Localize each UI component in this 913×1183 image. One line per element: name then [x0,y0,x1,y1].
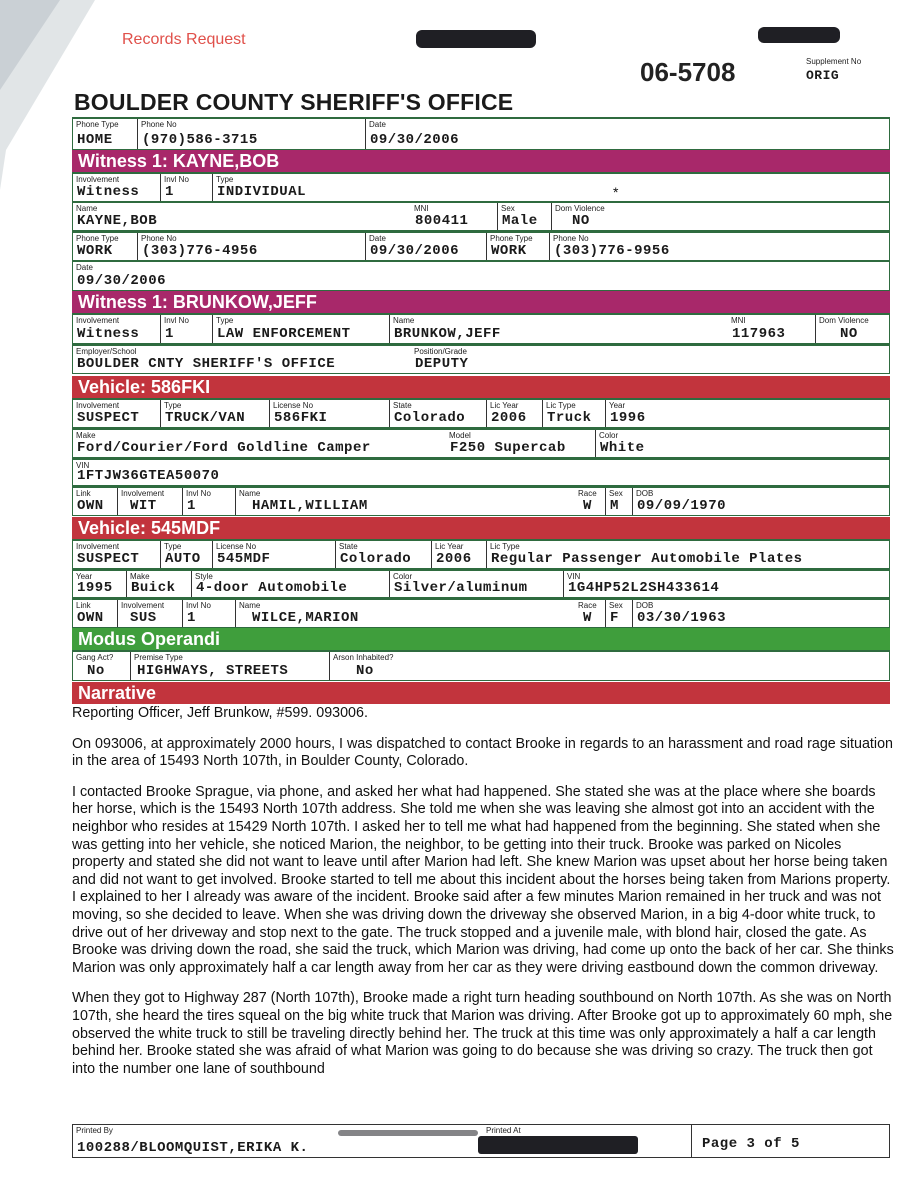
label: Date [369,120,386,129]
label: Phone No [141,234,177,243]
label: Invl No [186,489,211,498]
records-request-stamp [122,31,246,49]
dv-value: NO [572,213,590,229]
vin-value: 1G4HP52L2SH433614 [568,580,720,596]
label: Phone Type [76,120,119,129]
involvement-value: Witness [77,326,140,342]
label: State [393,401,412,410]
lic-year-value: 2006 [491,410,527,426]
link-value: OWN [77,498,104,514]
label: Printed By [76,1126,113,1135]
vehicle-545mdf-row1 [72,539,890,569]
label: DOB [636,601,654,610]
top-phone-row [72,117,890,150]
vehicle-586fki-row4 [72,486,890,516]
year-value: 1996 [610,410,646,426]
invl-no-value: 1 [187,498,196,514]
style-value: 4-door Automobile [196,580,348,596]
narrative-header: Narrative [72,682,890,704]
records-request-text: Records Request [122,31,246,48]
vehicle-586fki-row2 [72,428,890,458]
year-value: 1995 [77,580,113,596]
label: Race [578,601,597,610]
witness-brunkow-row2 [72,344,890,374]
label: Involvement [121,489,165,498]
make-value: Buick [131,580,176,596]
label: Invl No [186,601,211,610]
witness-brunkow-header: Witness 1: BRUNKOW,JEFF [72,291,890,313]
label: Date [369,234,386,243]
label: Make [130,572,150,581]
modus-operandi-row [72,650,890,681]
phone-no-value: (303)776-4956 [142,243,258,259]
license-value: 545MDF [217,551,271,567]
witness-kayne-row4 [72,261,890,291]
type-value: INDIVIDUAL [217,184,307,200]
label: State [339,542,358,551]
label: Name [239,601,261,610]
label: Arson Inhabited? [333,653,394,662]
label: Sex [609,489,623,498]
label: Type [164,542,182,551]
vehicle-545mdf-row2 [72,569,890,598]
involvement-value: SUSPECT [77,551,140,567]
redaction-top-right [758,27,840,43]
agency-title: BOULDER COUNTY SHERIFF'S OFFICE [74,89,514,115]
supplement-label: Supplement No [806,57,862,66]
label: Name [239,489,261,498]
label: Phone Type [76,234,119,243]
narrative-body [72,705,897,1091]
type-value: AUTO [165,551,201,567]
invl-no-value: 1 [187,610,196,626]
label: Lic Year [490,401,519,410]
model-value: F250 Supercab [450,440,566,456]
mni-value: 117963 [732,326,786,342]
label: Lic Year [435,542,464,551]
vehicle-586fki-row3 [72,458,890,486]
license-value: 586FKI [274,410,328,426]
color-value: Silver/aluminum [394,580,528,596]
label: Lic Type [490,542,520,551]
phone-type-value: WORK [77,243,113,259]
name-value: WILCE,MARION [252,610,359,626]
label: Invl No [164,175,189,184]
label: Invl No [164,316,189,325]
mni-value: 800411 [415,213,469,229]
label: MNI [414,204,429,213]
dob-value: 03/30/1963 [637,610,727,626]
witness-kayne-row1 [72,172,890,202]
modus-operandi-header: Modus Operandi [72,628,890,650]
phone-type-value: HOME [77,132,113,148]
invl-no-value: 1 [165,184,174,200]
state-value: Colorado [394,410,466,426]
label: Race [578,489,597,498]
label: Employer/School [76,347,137,356]
involvement-value: SUSPECT [77,410,140,426]
narrative-paragraph: Reporting Officer, Jeff Brunkow, #599. 093006. [72,705,368,721]
employer-value: BOULDER CNTY SHERIFF'S OFFICE [77,356,336,372]
redaction-top-center [416,30,536,48]
label: Color [599,431,619,440]
link-value: OWN [77,610,104,626]
label: Involvement [76,401,120,410]
lic-type-value: Regular Passenger Automobile Plates [491,551,803,567]
label: Lic Type [546,401,576,410]
sex-value: M [610,498,619,514]
position-value: DEPUTY [415,356,469,372]
label: MNI [731,316,746,325]
lic-type-value: Truck [547,410,592,426]
label: Name [76,204,98,213]
phone-no2-value: (303)776-9956 [554,243,670,259]
label: Dom Violence [555,204,605,213]
label: Link [76,489,91,498]
arson-value: No [356,663,374,679]
make-value: Ford/Courier/Ford Goldline Camper [77,440,371,456]
vehicle-545mdf-header: Vehicle: 545MDF [72,517,890,539]
label: VIN [567,572,581,581]
state-value: Colorado [340,551,412,567]
label: Involvement [76,175,120,184]
vehicle-545mdf-row3 [72,598,890,628]
label: DOB [636,489,654,498]
vehicle-586fki-header: Vehicle: 586FKI [72,376,890,398]
label: Phone No [553,234,589,243]
premise-value: HIGHWAYS, STREETS [137,663,289,679]
label: Involvement [76,542,120,551]
label: Year [609,401,626,410]
label: Involvement [76,316,120,325]
color-value: White [600,440,645,456]
witness-kayne-header: Witness 1: KAYNE,BOB [72,150,890,172]
label: Name [393,316,415,325]
redaction-printed-at [478,1136,638,1154]
label: Year [76,572,93,581]
label: Style [195,572,213,581]
page-number: Page 3 of 5 [702,1136,800,1152]
gang-value: No [87,663,105,679]
vin-value: 1FTJW36GTEA50070 [77,468,220,484]
label: Phone Type [490,234,533,243]
redaction-printed-by-smudge [338,1130,478,1136]
name-value: KAYNE,BOB [77,213,158,229]
dob-value: 09/09/1970 [637,498,727,514]
sex-value: F [610,610,619,626]
sex-value: Male [502,213,538,229]
label: Color [393,572,413,581]
label: Type [164,401,182,410]
label: Date [76,263,93,272]
label: License No [216,542,257,551]
label: Model [449,431,471,440]
label: Printed At [486,1126,521,1135]
witness-kayne-row3 [72,231,890,261]
date-value: 09/30/2006 [370,132,460,148]
name-value: HAMIL,WILLIAM [252,498,368,514]
lic-year-value: 2006 [436,551,472,567]
printed-by-value: 100288/BLOOMQUIST,ERIKA K. [77,1140,309,1156]
witness-kayne-row2 [72,202,890,231]
label: Sex [501,204,515,213]
narrative-paragraph: When they got to Highway 287 (North 107th), Brooke made a right turn heading southbound on North 107th. As she was on North 107th, she heard the tires squeal on the big white truck that Marion was driving. After Brooke got up to approximately 60 mph, she observed the white truck to still be traveling directly behind her. The truck at this time was only approximately a half a car length behind her. Brooke stated she was afraid of what Marion was going to do because she was driving so crazy. The truck then got into the number one lane of southbound [72,990,893,1077]
label: VIN [76,461,90,470]
type-value: TRUCK/VAN [165,410,246,426]
label: Dom Violence [819,316,869,325]
race-value: W [583,610,592,626]
dv-value: NO [840,326,858,342]
label: Make [76,431,96,440]
involvement2-value: SUS [130,610,157,626]
label: Premise Type [134,653,183,662]
label: Involvement [121,601,165,610]
phone-no-value: (970)586-3715 [142,132,258,148]
label: Link [76,601,91,610]
invl-no-value: 1 [165,326,174,342]
label: License No [273,401,314,410]
label: Phone No [141,120,177,129]
narrative-paragraph: I contacted Brooke Sprague, via phone, and asked her what had happened. She stated she was at the place where she boards her horse, which is the 15493 North 107th address. She told me when she was leaving she almost got into an accident with the neighbor who resides at 15429 North 107th. I asked her to tell me what had happened from the beginning. She stated when she was getting into her vehicle, she noticed Marion, the neighbor, to be getting into their truck. Brooke was parked on Nicoles property and stated she did not want to leave until after Marion had left. She knew Marion was upset about her horse being taken and did not want to get involved. Brooke started to tell me about this incident about the horses being taken from Marions property. I explained to her I already was aware of the incident. Brooke said after a few minutes Marion remained in her truck and was not moving, so she decided to leave. When she was driving down the driveway she observed Marion, in a big 4-door white truck, to drive out of her driveway and stop next to the gate. The truck stopped and a juvenile male, with blond hair, closed the gate. As Brooke was driving down the road, she said the truck, which Marion was driving, had come up onto the back of her car. She thinks Marion was only approximately half a car length away from her car as they were driving eastbound down the common driveway. [72,783,894,976]
phone-type2-value: WORK [491,243,527,259]
label: Gang Act? [76,653,114,662]
label: Sex [609,601,623,610]
involvement2-value: WIT [130,498,157,514]
asterisk-mark: * [613,184,619,200]
narrative-paragraph: On 093006, at approximately 2000 hours, I was dispatched to contact Brooke in regards to an harassment and road rage situation in the area of 15493 North 107th, in Boulder County, Colorado. [72,735,893,770]
name-value: BRUNKOW,JEFF [394,326,501,342]
label: Type [216,175,234,184]
case-number: 06-5708 [640,57,736,87]
supplement-value: ORIG [806,68,840,83]
vehicle-586fki-row1 [72,398,890,428]
label: Type [216,316,234,325]
label: Position/Grade [414,347,467,356]
type-value: LAW ENFORCEMENT [217,326,351,342]
involvement-value: Witness [77,184,140,200]
date-value: 09/30/2006 [370,243,460,259]
witness-brunkow-row1 [72,313,890,344]
race-value: W [583,498,592,514]
date2-value: 09/30/2006 [77,273,167,289]
